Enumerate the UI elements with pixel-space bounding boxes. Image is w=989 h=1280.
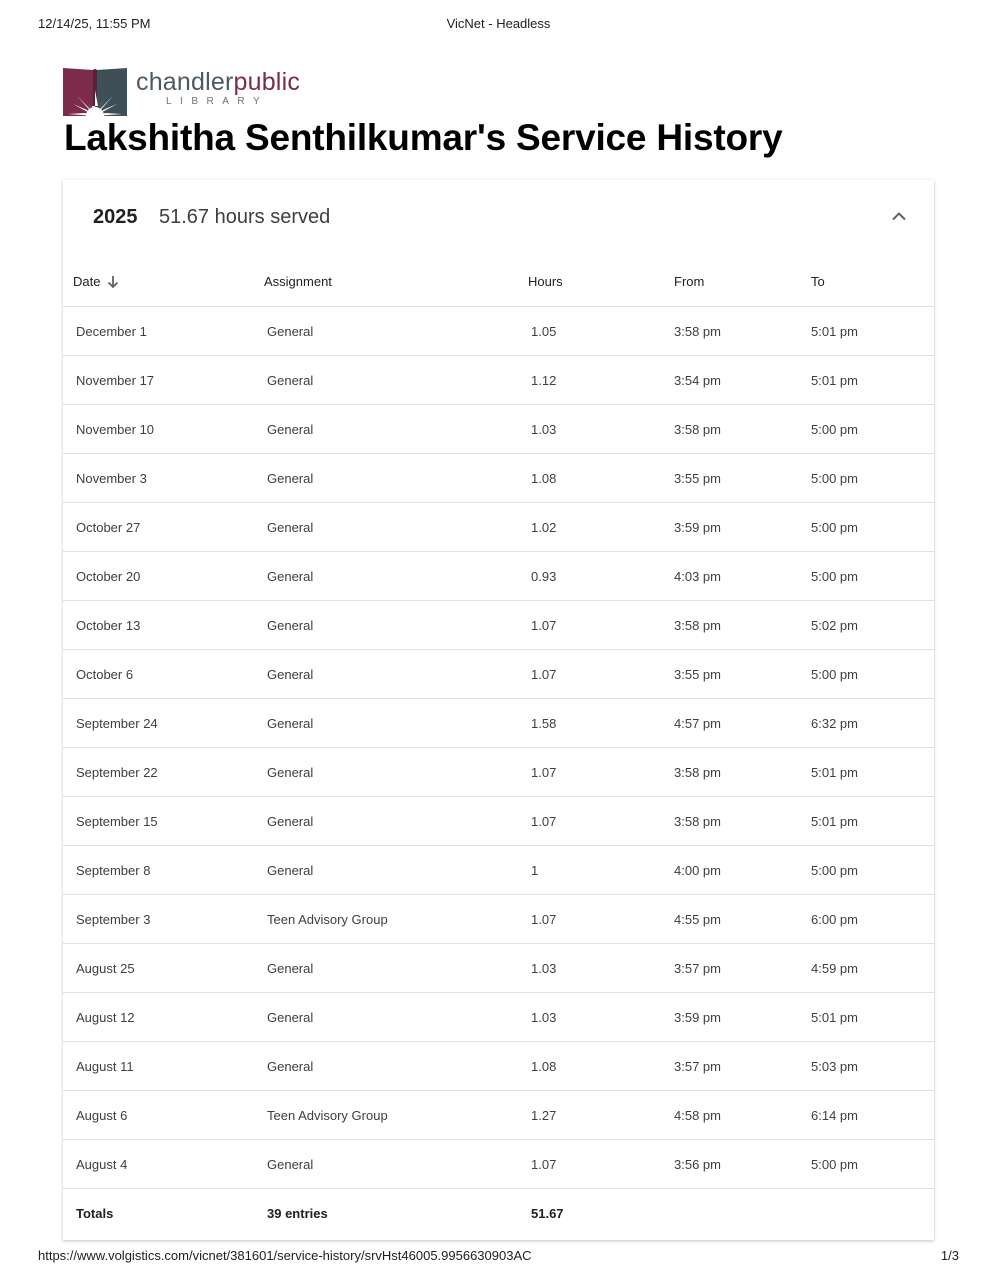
cell-date: September 8 bbox=[63, 846, 264, 895]
cell-to: 5:00 pm bbox=[809, 650, 934, 699]
cell-assignment: Teen Advisory Group bbox=[264, 1091, 528, 1140]
cell-to: 5:00 pm bbox=[809, 1140, 934, 1189]
cell-assignment: General bbox=[264, 797, 528, 846]
column-header-assignment[interactable]: Assignment bbox=[264, 256, 528, 307]
year-label: 2025 bbox=[93, 206, 138, 228]
cell-to: 5:03 pm bbox=[809, 1042, 934, 1091]
cell-assignment: General bbox=[264, 356, 528, 405]
totals-label: Totals bbox=[76, 1205, 114, 1221]
cell-date: December 1 bbox=[63, 307, 264, 356]
year-summary-header[interactable] bbox=[63, 180, 934, 256]
table-row[interactable] bbox=[63, 846, 934, 895]
cell-from: 3:57 pm bbox=[671, 944, 809, 993]
cell-hours: 1.58 bbox=[528, 699, 671, 748]
table-row[interactable] bbox=[63, 993, 934, 1042]
print-footer bbox=[38, 1248, 959, 1264]
cell-to: 5:01 pm bbox=[809, 797, 934, 846]
table-row[interactable] bbox=[63, 1091, 934, 1140]
cell-hours: 1.07 bbox=[528, 895, 671, 944]
cell-to: 5:01 pm bbox=[809, 748, 934, 797]
service-history-card bbox=[63, 180, 934, 1240]
table-row[interactable] bbox=[63, 895, 934, 944]
cell-from: 3:56 pm bbox=[671, 1140, 809, 1189]
cell-from: 3:57 pm bbox=[671, 1042, 809, 1091]
cell-assignment: General bbox=[264, 503, 528, 552]
table-row[interactable] bbox=[63, 650, 934, 699]
library-logo-text bbox=[136, 68, 300, 108]
cell-assignment: General bbox=[264, 748, 528, 797]
cell-assignment: General bbox=[264, 1042, 528, 1091]
cell-to: 4:59 pm bbox=[809, 944, 934, 993]
arrow-down-icon[interactable] bbox=[106, 275, 120, 289]
cell-to: 5:01 pm bbox=[809, 307, 934, 356]
print-date: 12/14/25, 11:55 PM bbox=[38, 16, 151, 31]
cell-from: 4:03 pm bbox=[671, 552, 809, 601]
cell-date: August 25 bbox=[63, 944, 264, 993]
column-header-hours[interactable]: Hours bbox=[528, 256, 671, 307]
cell-from: 3:55 pm bbox=[671, 454, 809, 503]
cell-to: 6:00 pm bbox=[809, 895, 934, 944]
cell-hours: 1.07 bbox=[528, 601, 671, 650]
cell-assignment: General bbox=[264, 650, 528, 699]
cell-assignment: General bbox=[264, 1140, 528, 1189]
table-row[interactable] bbox=[63, 405, 934, 454]
cell-assignment: General bbox=[264, 454, 528, 503]
cell-to: 5:01 pm bbox=[809, 993, 934, 1042]
table-row[interactable] bbox=[63, 699, 934, 748]
cell-to: 6:14 pm bbox=[809, 1091, 934, 1140]
cell-hours: 1.27 bbox=[528, 1091, 671, 1140]
cell-from: 4:58 pm bbox=[671, 1091, 809, 1140]
cell-from: 3:58 pm bbox=[671, 797, 809, 846]
cell-assignment: General bbox=[264, 552, 528, 601]
cell-hours: 1.08 bbox=[528, 1042, 671, 1091]
cell-to: 5:00 pm bbox=[809, 846, 934, 895]
column-header-from[interactable]: From bbox=[671, 256, 809, 307]
cell-from: 4:55 pm bbox=[671, 895, 809, 944]
table-row[interactable] bbox=[63, 944, 934, 993]
cell-date: October 27 bbox=[63, 503, 264, 552]
cell-date: August 12 bbox=[63, 993, 264, 1042]
cell-hours: 0.93 bbox=[528, 552, 671, 601]
library-sub: LIBRARY bbox=[166, 96, 269, 107]
cell-from: 3:54 pm bbox=[671, 356, 809, 405]
totals-hours: 51.67 bbox=[531, 1205, 564, 1221]
table-row[interactable] bbox=[63, 307, 934, 356]
print-page-title: VicNet - Headless bbox=[446, 16, 551, 31]
page-title: Lakshitha Senthilkumar's Service History bbox=[64, 117, 783, 158]
cell-assignment: General bbox=[264, 944, 528, 993]
cell-from: 3:59 pm bbox=[671, 503, 809, 552]
cell-assignment: General bbox=[264, 307, 528, 356]
cell-assignment: General bbox=[264, 993, 528, 1042]
table-row[interactable] bbox=[63, 503, 934, 552]
cell-assignment: Teen Advisory Group bbox=[264, 895, 528, 944]
cell-hours: 1.12 bbox=[528, 356, 671, 405]
cell-from: 3:59 pm bbox=[671, 993, 809, 1042]
cell-from: 3:58 pm bbox=[671, 748, 809, 797]
cell-to: 6:32 pm bbox=[809, 699, 934, 748]
table-row[interactable] bbox=[63, 552, 934, 601]
cell-date: November 3 bbox=[63, 454, 264, 503]
cell-date: August 11 bbox=[63, 1042, 264, 1091]
cell-date: August 4 bbox=[63, 1140, 264, 1189]
table-header-row bbox=[63, 256, 934, 307]
cell-hours: 1.03 bbox=[528, 993, 671, 1042]
cell-from: 3:58 pm bbox=[671, 601, 809, 650]
cell-hours: 1.08 bbox=[528, 454, 671, 503]
cell-date: August 6 bbox=[63, 1091, 264, 1140]
cell-from: 3:58 pm bbox=[671, 405, 809, 454]
cell-to: 5:00 pm bbox=[809, 503, 934, 552]
table-row[interactable] bbox=[63, 454, 934, 503]
table-row[interactable] bbox=[63, 356, 934, 405]
table-row[interactable] bbox=[63, 797, 934, 846]
cell-hours: 1.07 bbox=[528, 1140, 671, 1189]
totals-entries: 39 entries bbox=[267, 1205, 328, 1221]
table-row[interactable] bbox=[63, 1042, 934, 1091]
service-history-table bbox=[63, 256, 934, 1237]
cell-from: 4:57 pm bbox=[671, 699, 809, 748]
cell-from: 3:55 pm bbox=[671, 650, 809, 699]
library-logo-icon bbox=[63, 66, 127, 116]
print-header bbox=[38, 16, 959, 32]
cell-hours: 1.05 bbox=[528, 307, 671, 356]
cell-assignment: General bbox=[264, 846, 528, 895]
cell-hours: 1.07 bbox=[528, 797, 671, 846]
cell-date: September 24 bbox=[63, 699, 264, 748]
cell-hours: 1.07 bbox=[528, 748, 671, 797]
cell-from: 3:58 pm bbox=[671, 307, 809, 356]
cell-date: October 6 bbox=[63, 650, 264, 699]
print-url: https://www.volgistics.com/vicnet/381601/service-history/srvHst46005.9956630903AC bbox=[38, 1248, 532, 1263]
cell-to: 5:02 pm bbox=[809, 601, 934, 650]
cell-date: October 13 bbox=[63, 601, 264, 650]
cell-to: 5:01 pm bbox=[809, 356, 934, 405]
column-header-date[interactable]: Date bbox=[63, 256, 264, 307]
cell-assignment: General bbox=[264, 405, 528, 454]
totals-row bbox=[63, 1189, 934, 1238]
collapse-button[interactable] bbox=[885, 202, 913, 230]
cell-date: September 3 bbox=[63, 895, 264, 944]
table-row[interactable] bbox=[63, 1140, 934, 1189]
cell-hours: 1 bbox=[528, 846, 671, 895]
cell-date: September 15 bbox=[63, 797, 264, 846]
cell-assignment: General bbox=[264, 699, 528, 748]
cell-hours: 1.02 bbox=[528, 503, 671, 552]
table-row[interactable] bbox=[63, 601, 934, 650]
print-page-number: 1/3 bbox=[940, 1248, 959, 1263]
cell-from: 4:00 pm bbox=[671, 846, 809, 895]
column-header-to[interactable]: To bbox=[809, 256, 934, 307]
cell-hours: 1.07 bbox=[528, 650, 671, 699]
cell-to: 5:00 pm bbox=[809, 552, 934, 601]
cell-hours: 1.03 bbox=[528, 944, 671, 993]
table-row[interactable] bbox=[63, 748, 934, 797]
cell-to: 5:00 pm bbox=[809, 454, 934, 503]
library-logo[interactable] bbox=[63, 66, 303, 116]
cell-date: November 10 bbox=[63, 405, 264, 454]
library-name: chandlerpublic bbox=[136, 68, 301, 96]
hours-served-label: 51.67 hours served bbox=[159, 206, 331, 228]
cell-assignment: General bbox=[264, 601, 528, 650]
cell-hours: 1.03 bbox=[528, 405, 671, 454]
cell-date: October 20 bbox=[63, 552, 264, 601]
cell-date: September 22 bbox=[63, 748, 264, 797]
chevron-up-icon bbox=[891, 211, 907, 221]
cell-to: 5:00 pm bbox=[809, 405, 934, 454]
cell-date: November 17 bbox=[63, 356, 264, 405]
